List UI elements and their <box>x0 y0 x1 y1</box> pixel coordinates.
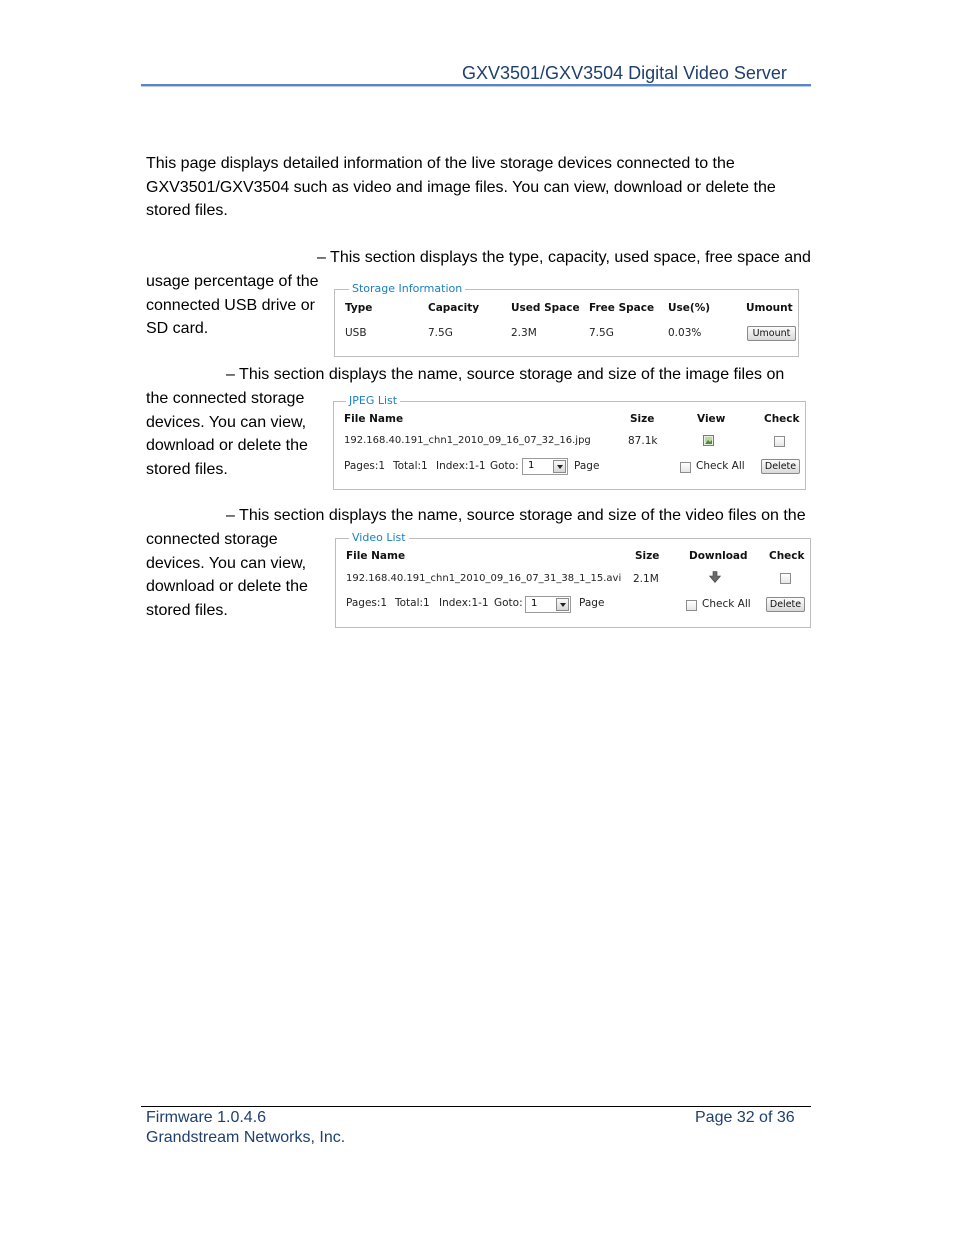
total-count: Total:1 <box>393 460 428 472</box>
col-header-size: Size <box>630 413 655 425</box>
col-header-use-percent: Use(%) <box>668 302 711 314</box>
goto-page-select[interactable] <box>522 458 568 475</box>
total-count: Total:1 <box>395 597 430 609</box>
goto-label: Goto: <box>490 460 519 472</box>
storage-section-body <box>146 270 319 341</box>
intro-line: stored files. <box>146 202 228 219</box>
col-header-umount: Umount <box>746 302 793 314</box>
intro-paragraph <box>146 152 776 223</box>
page-label: Page <box>574 460 600 472</box>
goto-page-value: 1 <box>528 460 535 471</box>
body-line: download or delete the <box>146 437 308 454</box>
chevron-down-icon[interactable] <box>556 598 569 611</box>
body-line: devices. You can view, <box>146 413 307 431</box>
col-header-free-space: Free Space <box>589 302 655 314</box>
video-section-body <box>146 528 308 622</box>
header-rule-shadow <box>141 86 811 87</box>
body-line: connected storage <box>146 531 278 548</box>
file-check-checkbox[interactable] <box>774 436 785 447</box>
cell-used-space: 2.3M <box>511 327 537 339</box>
cell-free-space: 7.5G <box>589 327 614 339</box>
check-all-label: Check All <box>702 598 751 610</box>
col-header-check: Check <box>764 413 800 425</box>
intro-line: GXV3501/GXV3504 such as video and image files. You can view, download or delete the <box>146 178 776 196</box>
panel-legend: JPEG List <box>346 394 400 407</box>
body-line: SD card. <box>146 320 209 337</box>
body-line: usage percentage of the <box>146 273 319 290</box>
delete-button[interactable]: Delete <box>766 597 805 612</box>
cell-use-percent: 0.03% <box>668 327 702 339</box>
footer-company: Grandstream Networks, Inc. <box>146 1129 346 1146</box>
panel-legend: Storage Information <box>349 282 465 295</box>
footer-rule <box>141 1106 811 1107</box>
chevron-down-icon[interactable] <box>553 460 566 473</box>
jpeg-section-body <box>146 387 308 481</box>
jpeg-list-panel <box>333 394 806 490</box>
page-label: Page <box>579 597 605 609</box>
col-header-file-name: File Name <box>344 413 404 425</box>
cell-type: USB <box>345 327 367 339</box>
storage-section-lead: – This section displays the type, capacity, used space, free space and <box>317 249 811 266</box>
col-header-download: Download <box>689 550 748 562</box>
panel-legend: Video List <box>349 531 409 544</box>
file-size: 87.1k <box>628 435 658 447</box>
pages-count: Pages:1 <box>346 597 388 609</box>
body-line: devices. You can view, <box>146 554 307 572</box>
video-section-lead: – This section displays the name, source storage and size of the video files on the <box>226 507 806 524</box>
footer-page-number: Page 32 of 36 <box>695 1109 795 1126</box>
check-all-checkbox[interactable] <box>686 600 697 611</box>
jpeg-section-lead: – This section displays the name, source storage and size of the image files on <box>226 366 785 383</box>
col-header-type: Type <box>345 302 373 314</box>
intro-line: This page displays detailed information of the live storage devices connected to the <box>146 155 735 172</box>
body-line: stored files. <box>146 460 228 478</box>
goto-label: Goto: <box>494 597 523 609</box>
col-header-view: View <box>697 413 726 425</box>
check-all-label: Check All <box>696 460 745 472</box>
body-line: the connected storage <box>146 390 305 407</box>
file-check-checkbox[interactable] <box>780 573 791 584</box>
file-size: 2.1M <box>633 573 659 585</box>
file-name-link[interactable]: 192.168.40.191_chn1_2010_09_16_07_31_38_1_15.avi <box>346 573 622 584</box>
view-image-icon[interactable] <box>703 435 714 446</box>
body-line: connected USB drive or <box>146 296 315 314</box>
footer-firmware: Firmware 1.0.4.6 <box>146 1109 267 1126</box>
col-header-check: Check <box>769 550 805 562</box>
check-all-checkbox[interactable] <box>680 462 691 473</box>
storage-information-panel <box>334 282 799 357</box>
col-header-capacity: Capacity <box>428 302 480 314</box>
index-range: Index:1-1 <box>439 597 489 609</box>
col-header-size: Size <box>635 550 660 562</box>
download-arrow-icon[interactable] <box>709 571 721 583</box>
pages-count: Pages:1 <box>344 460 386 472</box>
body-line: download or delete the <box>146 578 308 595</box>
index-range: Index:1-1 <box>436 460 486 472</box>
delete-button[interactable]: Delete <box>761 459 800 474</box>
file-name-link[interactable]: 192.168.40.191_chn1_2010_09_16_07_32_16.jpg <box>344 435 591 446</box>
cell-capacity: 7.5G <box>428 327 453 339</box>
document-header-title: GXV3501/GXV3504 Digital Video Server <box>462 63 787 83</box>
video-list-panel <box>335 531 811 628</box>
goto-page-value: 1 <box>531 598 538 609</box>
goto-page-select[interactable] <box>525 596 571 613</box>
umount-button[interactable]: Umount <box>747 326 796 341</box>
col-header-file-name: File Name <box>346 550 406 562</box>
col-header-used-space: Used Space <box>511 302 580 314</box>
body-line: stored files. <box>146 601 228 619</box>
